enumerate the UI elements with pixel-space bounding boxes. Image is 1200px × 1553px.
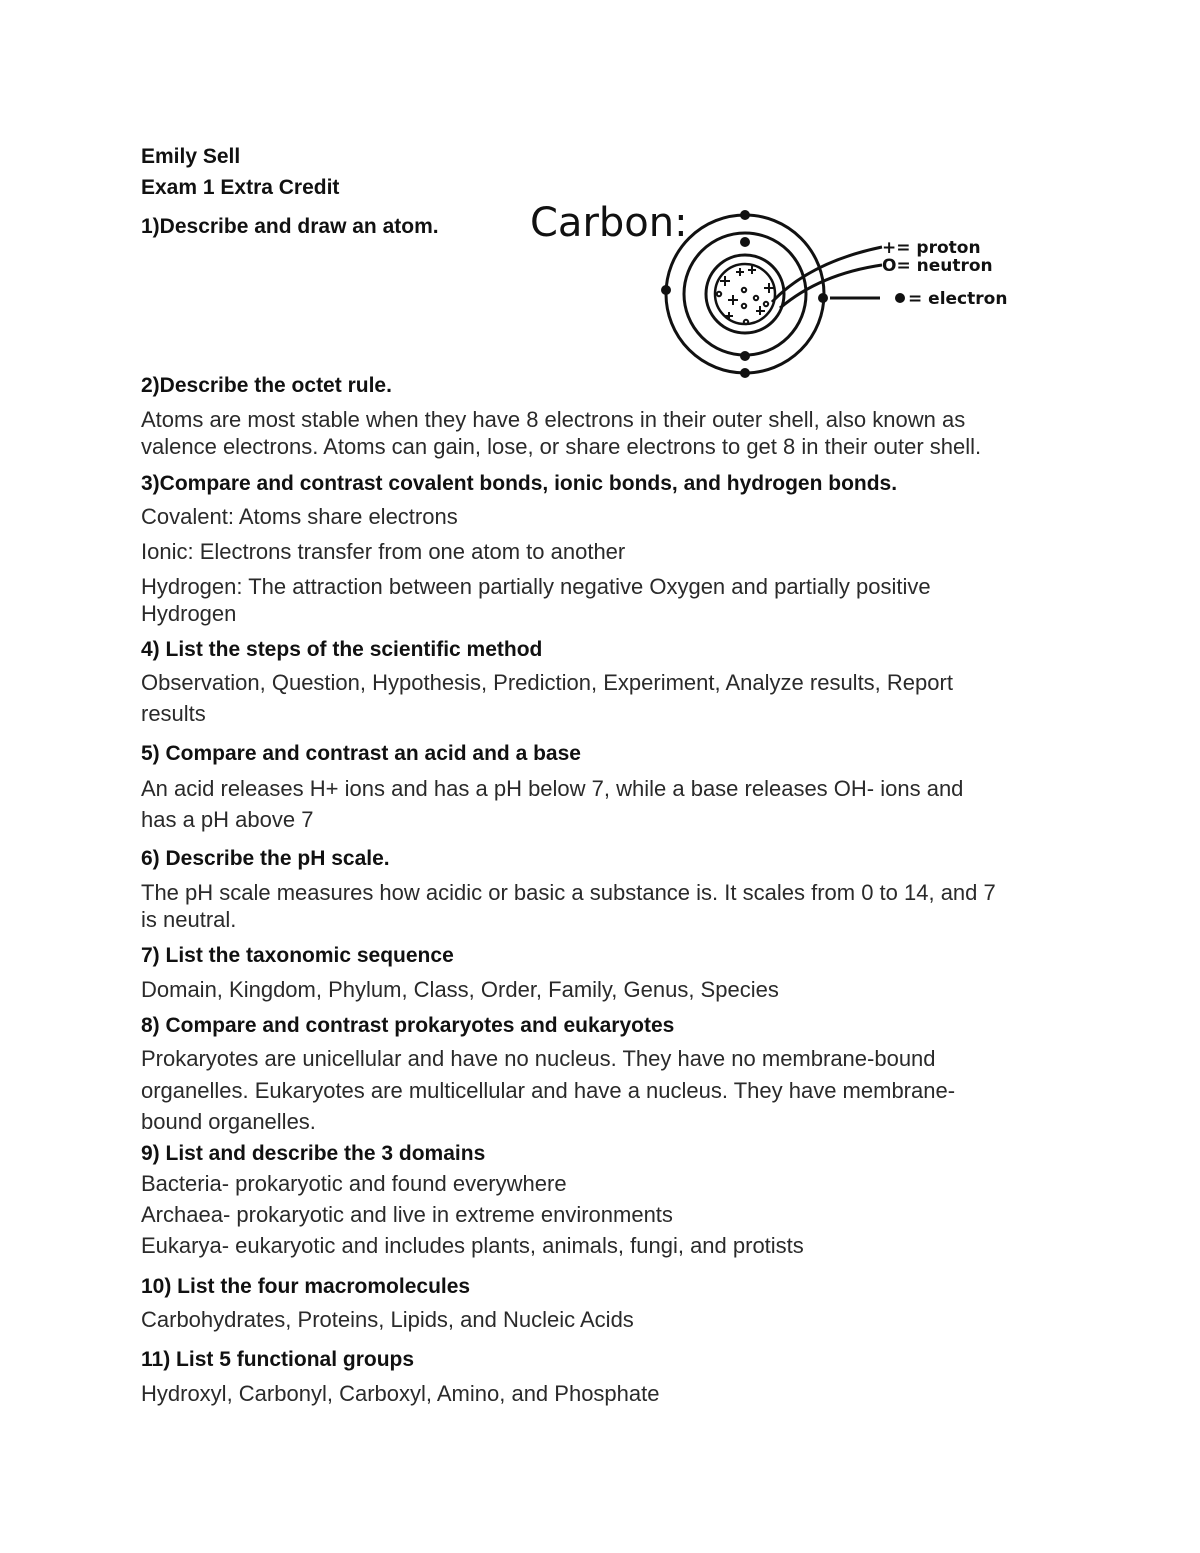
electron (740, 210, 750, 220)
electron (740, 368, 750, 378)
answer-8-line-1: Prokaryotes are unicellular and have no nucleus. They have no membrane-bound (141, 1046, 936, 1071)
electron (740, 351, 750, 361)
answer-3-line-4: Hydrogen (141, 601, 237, 626)
answer-2-line-1: Atoms are most stable when they have 8 electrons in their outer shell, also known as (141, 407, 966, 432)
answer-4-line-1: Observation, Question, Hypothesis, Prediction, Experiment, Analyze results, Report (141, 670, 953, 695)
question-4: 4) List the steps of the scientific method (141, 638, 543, 661)
author-name: Emily Sell (141, 145, 241, 168)
legend-neutron: O= neutron (882, 256, 993, 276)
answer-2-line-2: valence electrons. Atoms can gain, lose, or share electrons to get 8 in their outer shell. (141, 434, 982, 459)
carbon-atom-drawing (520, 190, 1040, 400)
question-5: 5) Compare and contrast an acid and a base (141, 742, 581, 765)
answer-10-line-1: Carbohydrates, Proteins, Lipids, and Nucleic Acids (141, 1307, 634, 1332)
middle-electron-shell (684, 233, 806, 355)
answer-8-line-2: organelles. Eukaryotes are multicellular and have a nucleus. They have membrane- (141, 1078, 956, 1103)
answer-8-line-3: bound organelles. (141, 1109, 316, 1134)
atom-drawing-title: Carbon: (530, 200, 688, 246)
answer-3-line-3: Hydrogen: The attraction between partially negative Oxygen and partially positive (141, 574, 931, 599)
answer-9-line-3: Eukarya- eukaryotic and includes plants, animals, fungi, and protists (141, 1233, 804, 1258)
answer-6-line-2: is neutral. (141, 907, 237, 932)
question-7: 7) List the taxonomic sequence (141, 944, 454, 967)
question-8: 8) Compare and contrast prokaryotes and eukaryotes (141, 1014, 675, 1037)
electron (740, 237, 750, 247)
legend-electron: = electron (908, 289, 1008, 309)
answer-9-line-2: Archaea- prokaryotic and live in extreme environments (141, 1202, 673, 1227)
answer-6-line-1: The pH scale measures how acidic or basic a substance is. It scales from 0 to 14, and 7 (141, 880, 996, 905)
legend-electron-dot (895, 293, 905, 303)
question-10: 10) List the four macromolecules (141, 1275, 471, 1298)
question-9: 9) List and describe the 3 domains (141, 1142, 486, 1165)
answer-7-line-1: Domain, Kingdom, Phylum, Class, Order, Family, Genus, Species (141, 977, 779, 1002)
question-1: 1)Describe and draw an atom. (141, 215, 439, 238)
answer-5-line-2: has a pH above 7 (141, 807, 314, 832)
legend-proton: += proton (882, 238, 981, 258)
question-2: 2)Describe the octet rule. (141, 374, 392, 397)
electron (818, 293, 828, 303)
proton-pointer-line (772, 247, 882, 302)
answer-11-line-1: Hydroxyl, Carbonyl, Carboxyl, Amino, and Phosphate (141, 1381, 660, 1406)
question-3: 3)Compare and contrast covalent bonds, ionic bonds, and hydrogen bonds. (141, 472, 898, 495)
answer-3-line-1: Covalent: Atoms share electrons (141, 504, 458, 529)
neutron-pointer-line (780, 265, 882, 308)
document-title: Exam 1 Extra Credit (141, 176, 340, 199)
answer-3-line-2: Ionic: Electrons transfer from one atom to another (141, 539, 626, 564)
question-6: 6) Describe the pH scale. (141, 847, 390, 870)
nucleus (715, 264, 775, 324)
answer-5-line-1: An acid releases H+ ions and has a pH below 7, while a base releases OH- ions and (141, 776, 964, 801)
answer-9-line-1: Bacteria- prokaryotic and found everywhere (141, 1171, 567, 1196)
answer-4-line-2: results (141, 701, 206, 726)
question-11: 11) List 5 functional groups (141, 1348, 415, 1371)
electron (661, 285, 671, 295)
